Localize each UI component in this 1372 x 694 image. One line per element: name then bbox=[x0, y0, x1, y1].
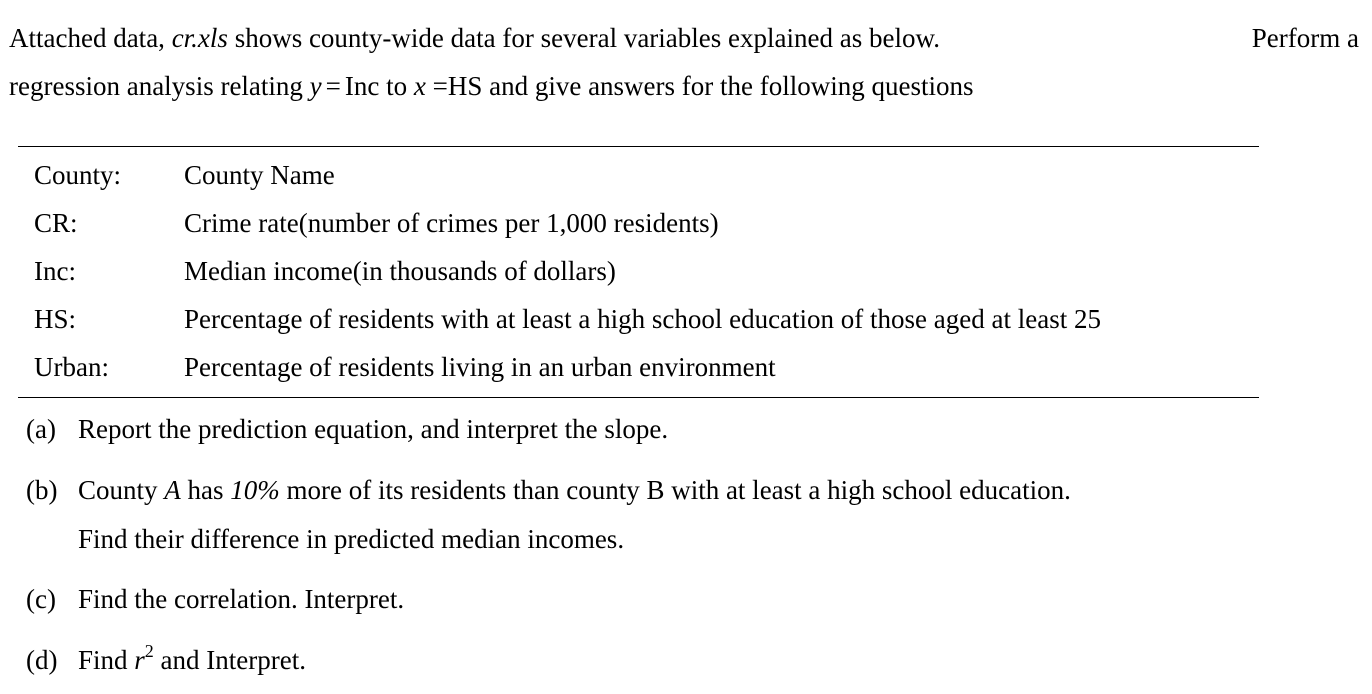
variable-description: Percentage of residents with at least a high school education of those aged at least 25 bbox=[184, 303, 1101, 334]
intro-text-d: regression analysis relating bbox=[9, 71, 303, 101]
variable-row-hs bbox=[18, 295, 1259, 343]
intro-text-start bbox=[9, 14, 940, 62]
question-d bbox=[26, 641, 306, 676]
intro-line-1 bbox=[9, 14, 1359, 62]
variable-description: Percentage of residents living in an urban environment bbox=[184, 351, 776, 382]
question-text-part: more of its residents than county B with at least a high school education. bbox=[286, 475, 1071, 505]
math-percent: 10% bbox=[230, 475, 280, 505]
question-label: (a) bbox=[26, 414, 56, 444]
question-c bbox=[26, 584, 404, 615]
math-var-x: x bbox=[413, 71, 426, 101]
variable-description: Median income(in thousands of dollars) bbox=[184, 255, 616, 286]
question-text: Report the prediction equation, and interpret the slope. bbox=[78, 414, 669, 444]
question-text bbox=[78, 641, 306, 676]
question-b-continuation: Find their difference in predicted median incomes. bbox=[78, 524, 625, 554]
math-exponent: 2 bbox=[144, 641, 154, 661]
variable-key: Inc: bbox=[34, 255, 76, 286]
math-var-r: r bbox=[134, 645, 145, 675]
variable-description: Crime rate(number of crimes per 1,000 residents) bbox=[184, 207, 719, 238]
question-text: Find the correlation. Interpret. bbox=[78, 584, 405, 614]
math-var-county-a: A bbox=[164, 475, 181, 505]
intro-text-e: Inc to bbox=[344, 71, 408, 101]
question-text bbox=[78, 475, 1071, 506]
variable-key: County: bbox=[34, 159, 122, 190]
intro-line-2 bbox=[9, 62, 1359, 110]
math-var-y: y bbox=[309, 71, 322, 101]
question-label: (c) bbox=[26, 584, 56, 614]
variable-description: County Name bbox=[184, 159, 335, 190]
question-a bbox=[26, 414, 668, 445]
intro-text-a: Attached data, bbox=[9, 23, 165, 53]
data-file-name: cr.xls bbox=[171, 23, 228, 53]
intro-paragraph bbox=[9, 14, 1359, 110]
question-text-part: Find bbox=[78, 645, 128, 675]
question-text-part: has bbox=[187, 475, 224, 505]
intro-text-f: =HS and give answers for the following questions bbox=[432, 71, 974, 101]
variables-table bbox=[18, 146, 1259, 398]
variable-row-cr bbox=[18, 199, 1259, 247]
variable-row-county bbox=[18, 151, 1259, 199]
question-text-part: and Interpret. bbox=[160, 645, 306, 675]
intro-text-b: shows county-wide data for several variables explained as below. bbox=[234, 23, 940, 53]
variable-key: Urban: bbox=[34, 351, 109, 382]
variable-row-inc bbox=[18, 247, 1259, 295]
question-b bbox=[26, 475, 1071, 506]
math-equals: = bbox=[325, 71, 341, 101]
question-label: (d) bbox=[26, 645, 58, 675]
variable-key: CR: bbox=[34, 207, 78, 238]
variable-row-urban bbox=[18, 343, 1259, 391]
variable-key: HS: bbox=[34, 303, 77, 334]
question-label: (b) bbox=[26, 475, 58, 505]
intro-text-c: Perform a bbox=[1251, 23, 1359, 53]
question-text-part: County bbox=[78, 475, 158, 505]
